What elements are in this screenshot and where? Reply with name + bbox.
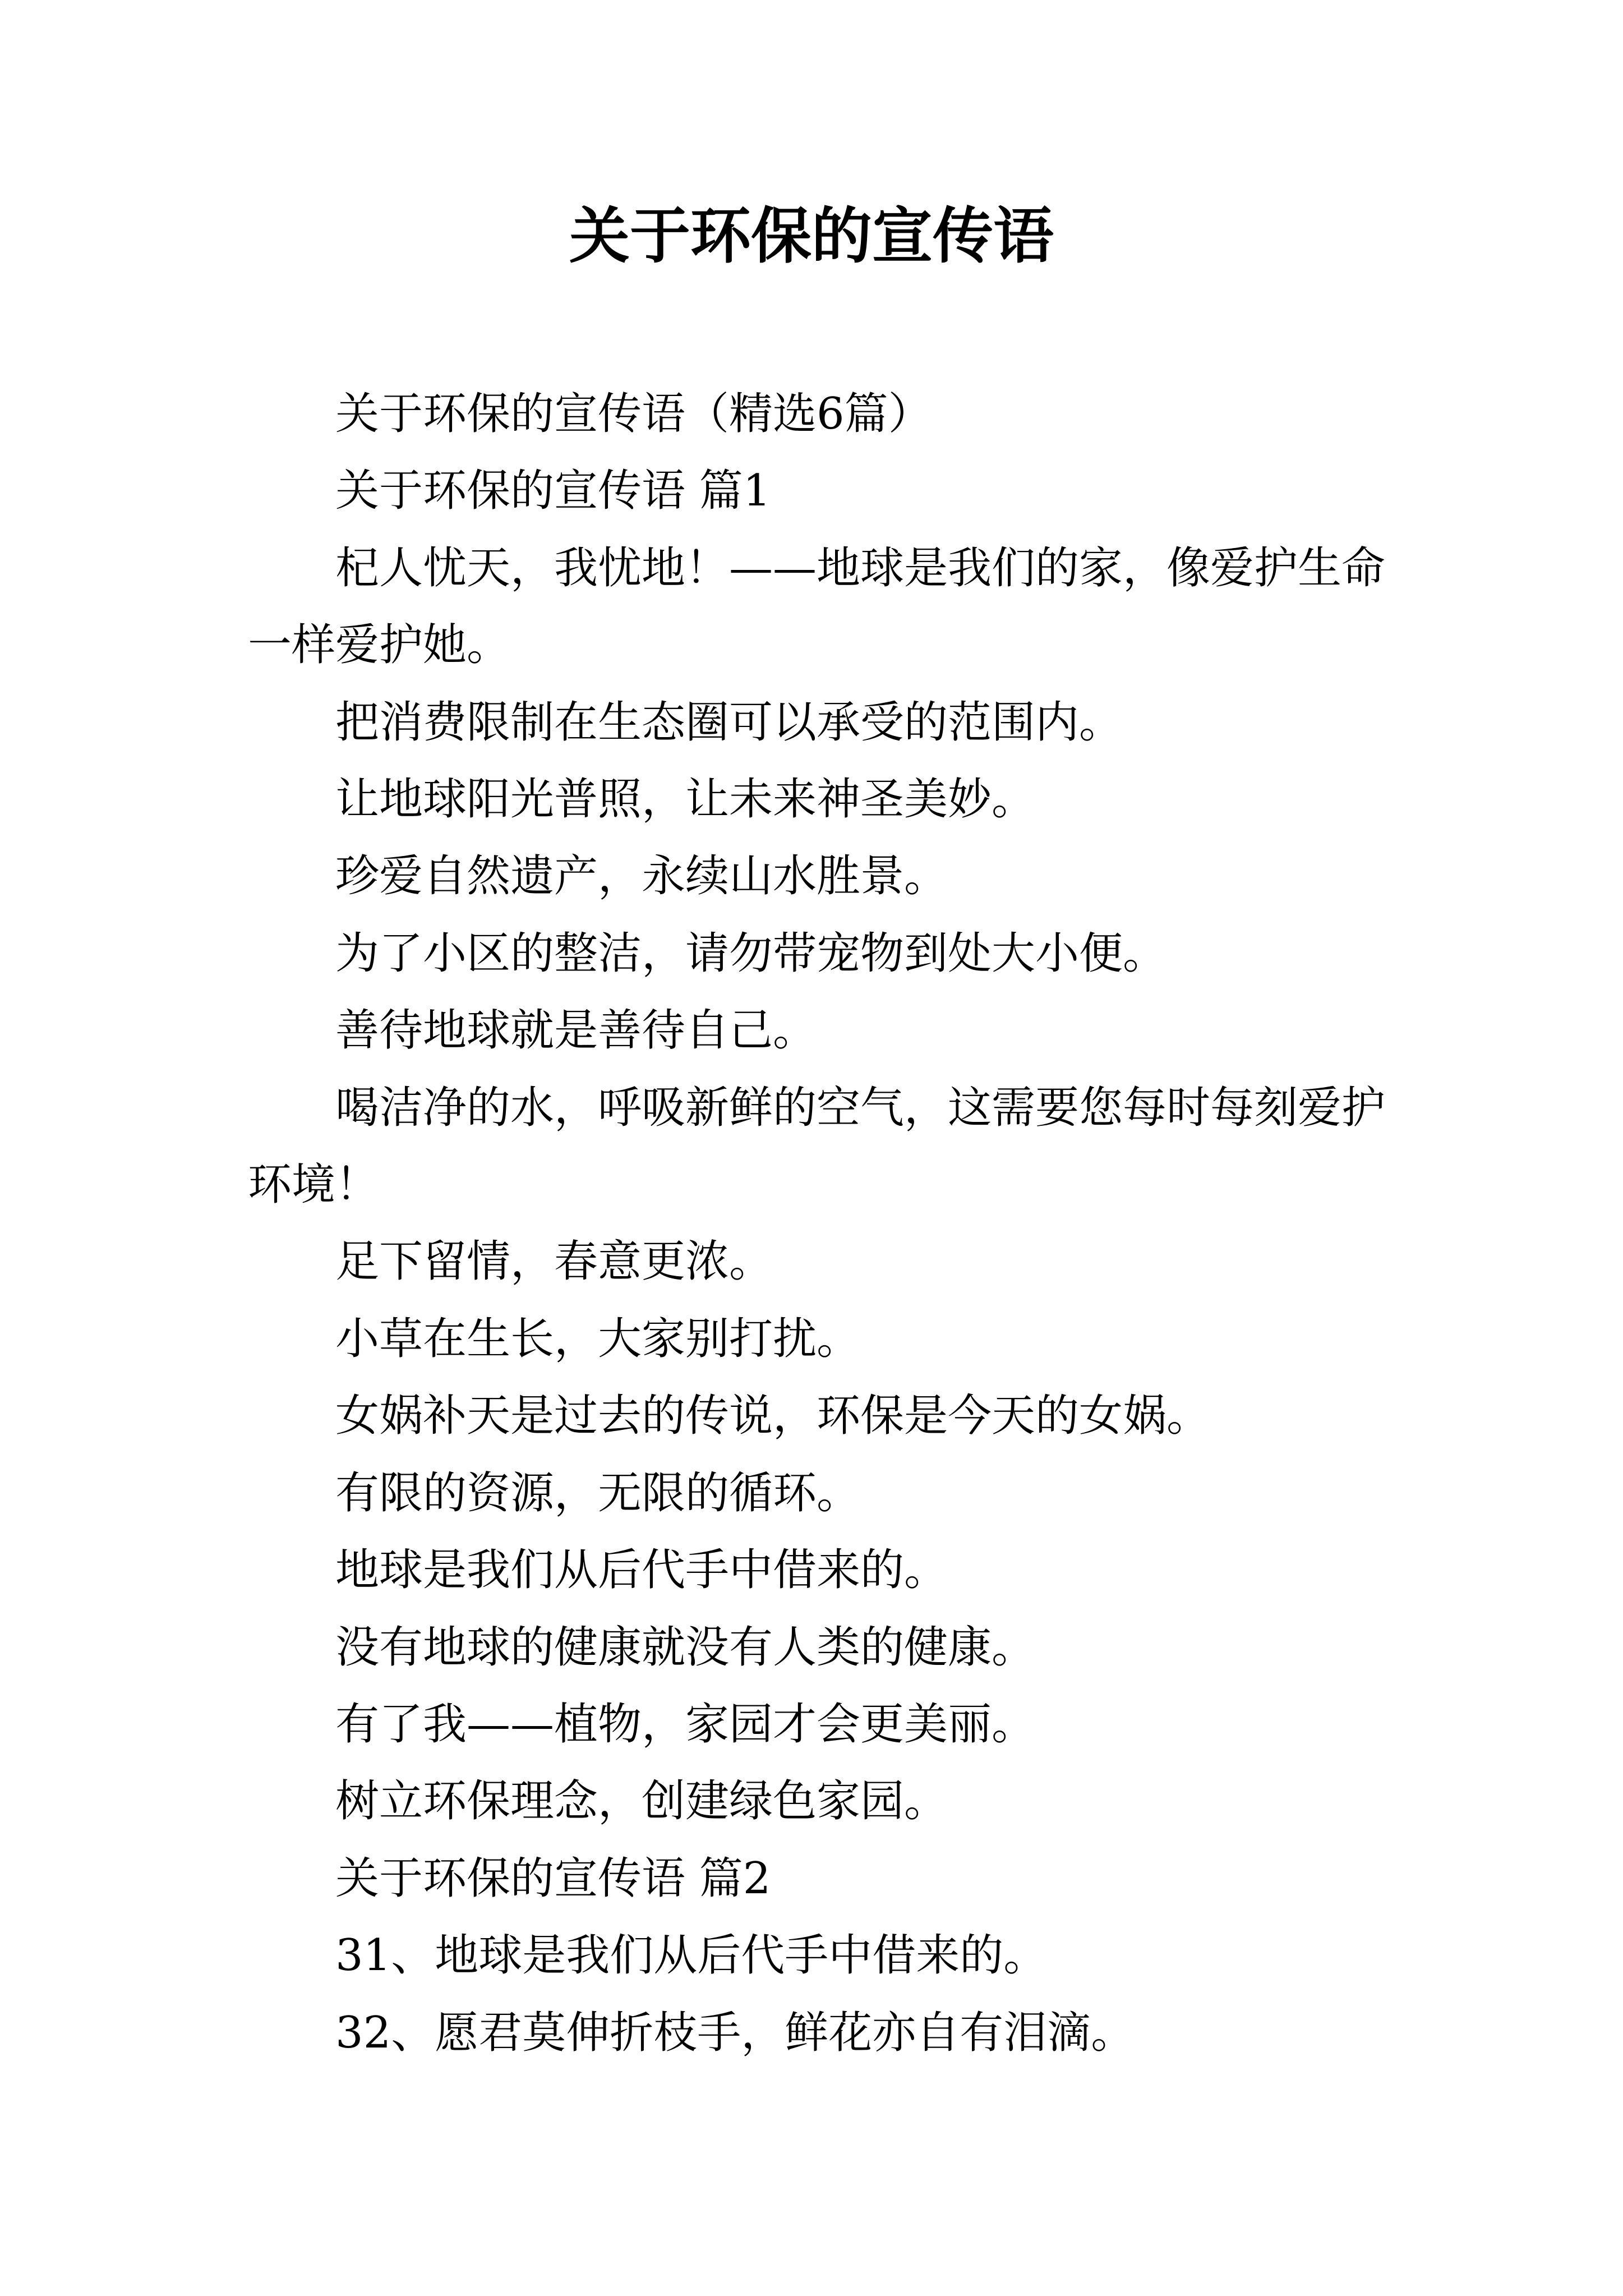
section-heading: 关于环保的宣传语 篇1 <box>335 466 771 517</box>
slogan-item: 地球是我们从后代手中借来的。 <box>335 1545 948 1596</box>
intro-line: 关于环保的宣传语（精选6篇） <box>335 389 932 439</box>
slogan-item: 有了我——植物，家园才会更美丽。 <box>335 1699 1036 1750</box>
slogan-item: 杞人忧天，我忧地！——地球是我们的家，像爱护生命一样爱护她。 <box>248 542 1386 671</box>
slogan-item: 小草在生长，大家别打扰。 <box>335 1313 861 1364</box>
document-body <box>248 376 1389 2072</box>
slogan-item: 31、地球是我们从后代手中借来的。 <box>335 1930 1048 1981</box>
slogan-item: 把消费限制在生态圈可以承受的范围内。 <box>335 697 1123 748</box>
slogan-item: 有限的资源，无限的循环。 <box>335 1467 861 1519</box>
slogan-item: 让地球阳光普照，让未来神圣美妙。 <box>335 774 1036 825</box>
document-title: 关于环保的宣传语 <box>569 201 1054 272</box>
section-heading: 关于环保的宣传语 篇2 <box>335 1853 771 1904</box>
slogan-item: 足下留情，春意更浓。 <box>335 1236 773 1287</box>
slogan-item: 善待地球就是善待自己。 <box>335 1005 817 1056</box>
slogan-item: 树立环保理念，创建绿色家园。 <box>335 1776 948 1827</box>
slogan-item: 喝洁净的水，呼吸新鲜的空气，这需要您每时每刻爱护环境！ <box>248 1082 1386 1211</box>
slogan-item: 没有地球的健康就没有人类的健康。 <box>335 1622 1036 1673</box>
slogan-item: 珍爱自然遗产，永续山水胜景。 <box>335 851 948 902</box>
slogan-item: 为了小区的整洁，请勿带宠物到处大小便。 <box>335 928 1167 979</box>
slogan-item: 女娲补天是过去的传说，环保是今天的女娲。 <box>335 1391 1211 1442</box>
slogan-item: 32、愿君莫伸折枝手，鲜花亦自有泪滴。 <box>335 2007 1135 2058</box>
